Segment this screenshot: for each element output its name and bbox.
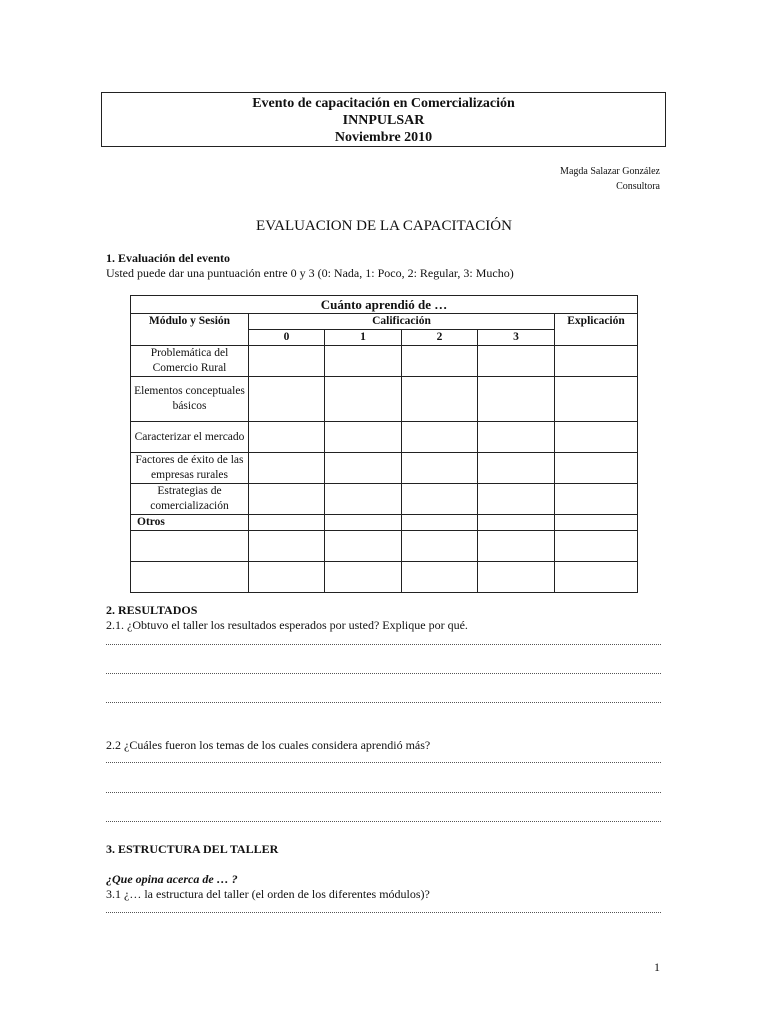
table-row: [131, 484, 638, 515]
rating-cell-3[interactable]: [478, 484, 555, 515]
rating-cell-2[interactable]: [402, 562, 478, 593]
rating-cell-2[interactable]: [402, 453, 478, 484]
module-name: Problemática del Comercio Rural: [131, 346, 249, 377]
table-row-blank: [131, 562, 638, 593]
page-number: 1: [654, 960, 660, 974]
explanation-cell[interactable]: [555, 484, 638, 515]
module-name-blank[interactable]: [131, 531, 249, 562]
rating-cell-1[interactable]: [325, 422, 402, 453]
rating-header-0: 0: [249, 330, 325, 346]
explanation-column-header: Explicación: [555, 314, 638, 346]
rating-cell-0[interactable]: [249, 453, 325, 484]
rating-cell-3[interactable]: [478, 377, 555, 422]
section2-question-1: 2.1. ¿Obtuvo el taller los resultados esperados por usted? Explique por qué.: [106, 618, 468, 632]
rating-cell-1[interactable]: [325, 346, 402, 377]
rating-cell-1[interactable]: [325, 515, 402, 531]
answer-line[interactable]: [106, 900, 661, 913]
rating-cell-3[interactable]: [478, 346, 555, 377]
answer-line[interactable]: [106, 661, 661, 674]
author-name: Magda Salazar González: [560, 166, 660, 177]
rating-header-1: 1: [325, 330, 402, 346]
table-row-others: [131, 515, 638, 531]
rating-cell-1[interactable]: [325, 377, 402, 422]
answer-line[interactable]: [106, 690, 661, 703]
section2-question-2: 2.2 ¿Cuáles fueron los temas de los cuales considera aprendió más?: [106, 738, 431, 752]
table-row-blank: [131, 531, 638, 562]
document-header-box: [101, 92, 666, 147]
rating-cell-3[interactable]: [478, 453, 555, 484]
author-block: [560, 164, 660, 194]
explanation-cell[interactable]: [555, 422, 638, 453]
section3-heading: 3. ESTRUCTURA DEL TALLER: [106, 842, 279, 856]
rating-cell-1[interactable]: [325, 531, 402, 562]
rating-cell-2[interactable]: [402, 377, 478, 422]
rating-cell-0[interactable]: [249, 377, 325, 422]
explanation-cell[interactable]: [555, 346, 638, 377]
rating-cell-3[interactable]: [478, 422, 555, 453]
rating-cell-1[interactable]: [325, 453, 402, 484]
rating-header-3: 3: [478, 330, 555, 346]
section3-question-1: 3.1 ¿… la estructura del taller (el orden de los diferentes módulos)?: [106, 887, 430, 901]
rating-cell-3[interactable]: [478, 562, 555, 593]
rating-cell-3[interactable]: [478, 531, 555, 562]
explanation-cell[interactable]: [555, 453, 638, 484]
author-role: Consultora: [616, 181, 660, 192]
rating-cell-2[interactable]: [402, 484, 478, 515]
event-date: Noviembre 2010: [334, 130, 433, 145]
rating-cell-0[interactable]: [249, 531, 325, 562]
section3-subheading: ¿Que opina acerca de … ?: [106, 872, 238, 886]
module-name: Factores de éxito de las empresas rurales: [131, 453, 249, 484]
rating-cell-2[interactable]: [402, 531, 478, 562]
rating-header-2: 2: [402, 330, 478, 346]
others-label: Otros: [131, 515, 249, 531]
organization-name: INNPULSAR: [342, 113, 425, 128]
explanation-cell[interactable]: [555, 562, 638, 593]
rating-column-header: Calificación: [249, 314, 555, 330]
module-name: Elementos conceptuales básicos: [131, 377, 249, 422]
section1-instructions: Usted puede dar una puntuación entre 0 y 3 (0: Nada, 1: Poco, 2: Regular, 3: Mucho): [106, 266, 514, 280]
rating-cell-0[interactable]: [249, 346, 325, 377]
rating-cell-0[interactable]: [249, 562, 325, 593]
section1-heading: 1. Evaluación del evento: [106, 251, 231, 265]
rating-cell-1[interactable]: [325, 484, 402, 515]
rating-cell-0[interactable]: [249, 484, 325, 515]
table-row: [131, 346, 638, 377]
rating-cell-2[interactable]: [402, 346, 478, 377]
answer-line[interactable]: [106, 809, 661, 822]
evaluation-table: [130, 295, 638, 593]
rating-cell-0[interactable]: [249, 515, 325, 531]
answer-line[interactable]: [106, 632, 661, 645]
rating-cell-0[interactable]: [249, 422, 325, 453]
event-title: Evento de capacitación en Comercialización: [252, 96, 515, 111]
answer-line[interactable]: [106, 750, 661, 763]
explanation-cell[interactable]: [555, 531, 638, 562]
rating-cell-2[interactable]: [402, 422, 478, 453]
table-row: [131, 422, 638, 453]
module-name: Caracterizar el mercado: [131, 422, 249, 453]
module-name-blank[interactable]: [131, 562, 249, 593]
rating-cell-2[interactable]: [402, 515, 478, 531]
answer-line[interactable]: [106, 780, 661, 793]
document-title: EVALUACION DE LA CAPACITACIÓN: [256, 218, 512, 234]
module-column-header: Módulo y Sesión: [131, 314, 249, 346]
explanation-cell[interactable]: [555, 377, 638, 422]
table-row: [131, 377, 638, 422]
table-row: [131, 453, 638, 484]
section2-heading: 2. RESULTADOS: [106, 603, 198, 617]
table-caption: Cuánto aprendió de …: [131, 296, 638, 314]
rating-cell-3[interactable]: [478, 515, 555, 531]
module-name: Estrategias de comercialización: [131, 484, 249, 515]
explanation-cell[interactable]: [555, 515, 638, 531]
rating-cell-1[interactable]: [325, 562, 402, 593]
